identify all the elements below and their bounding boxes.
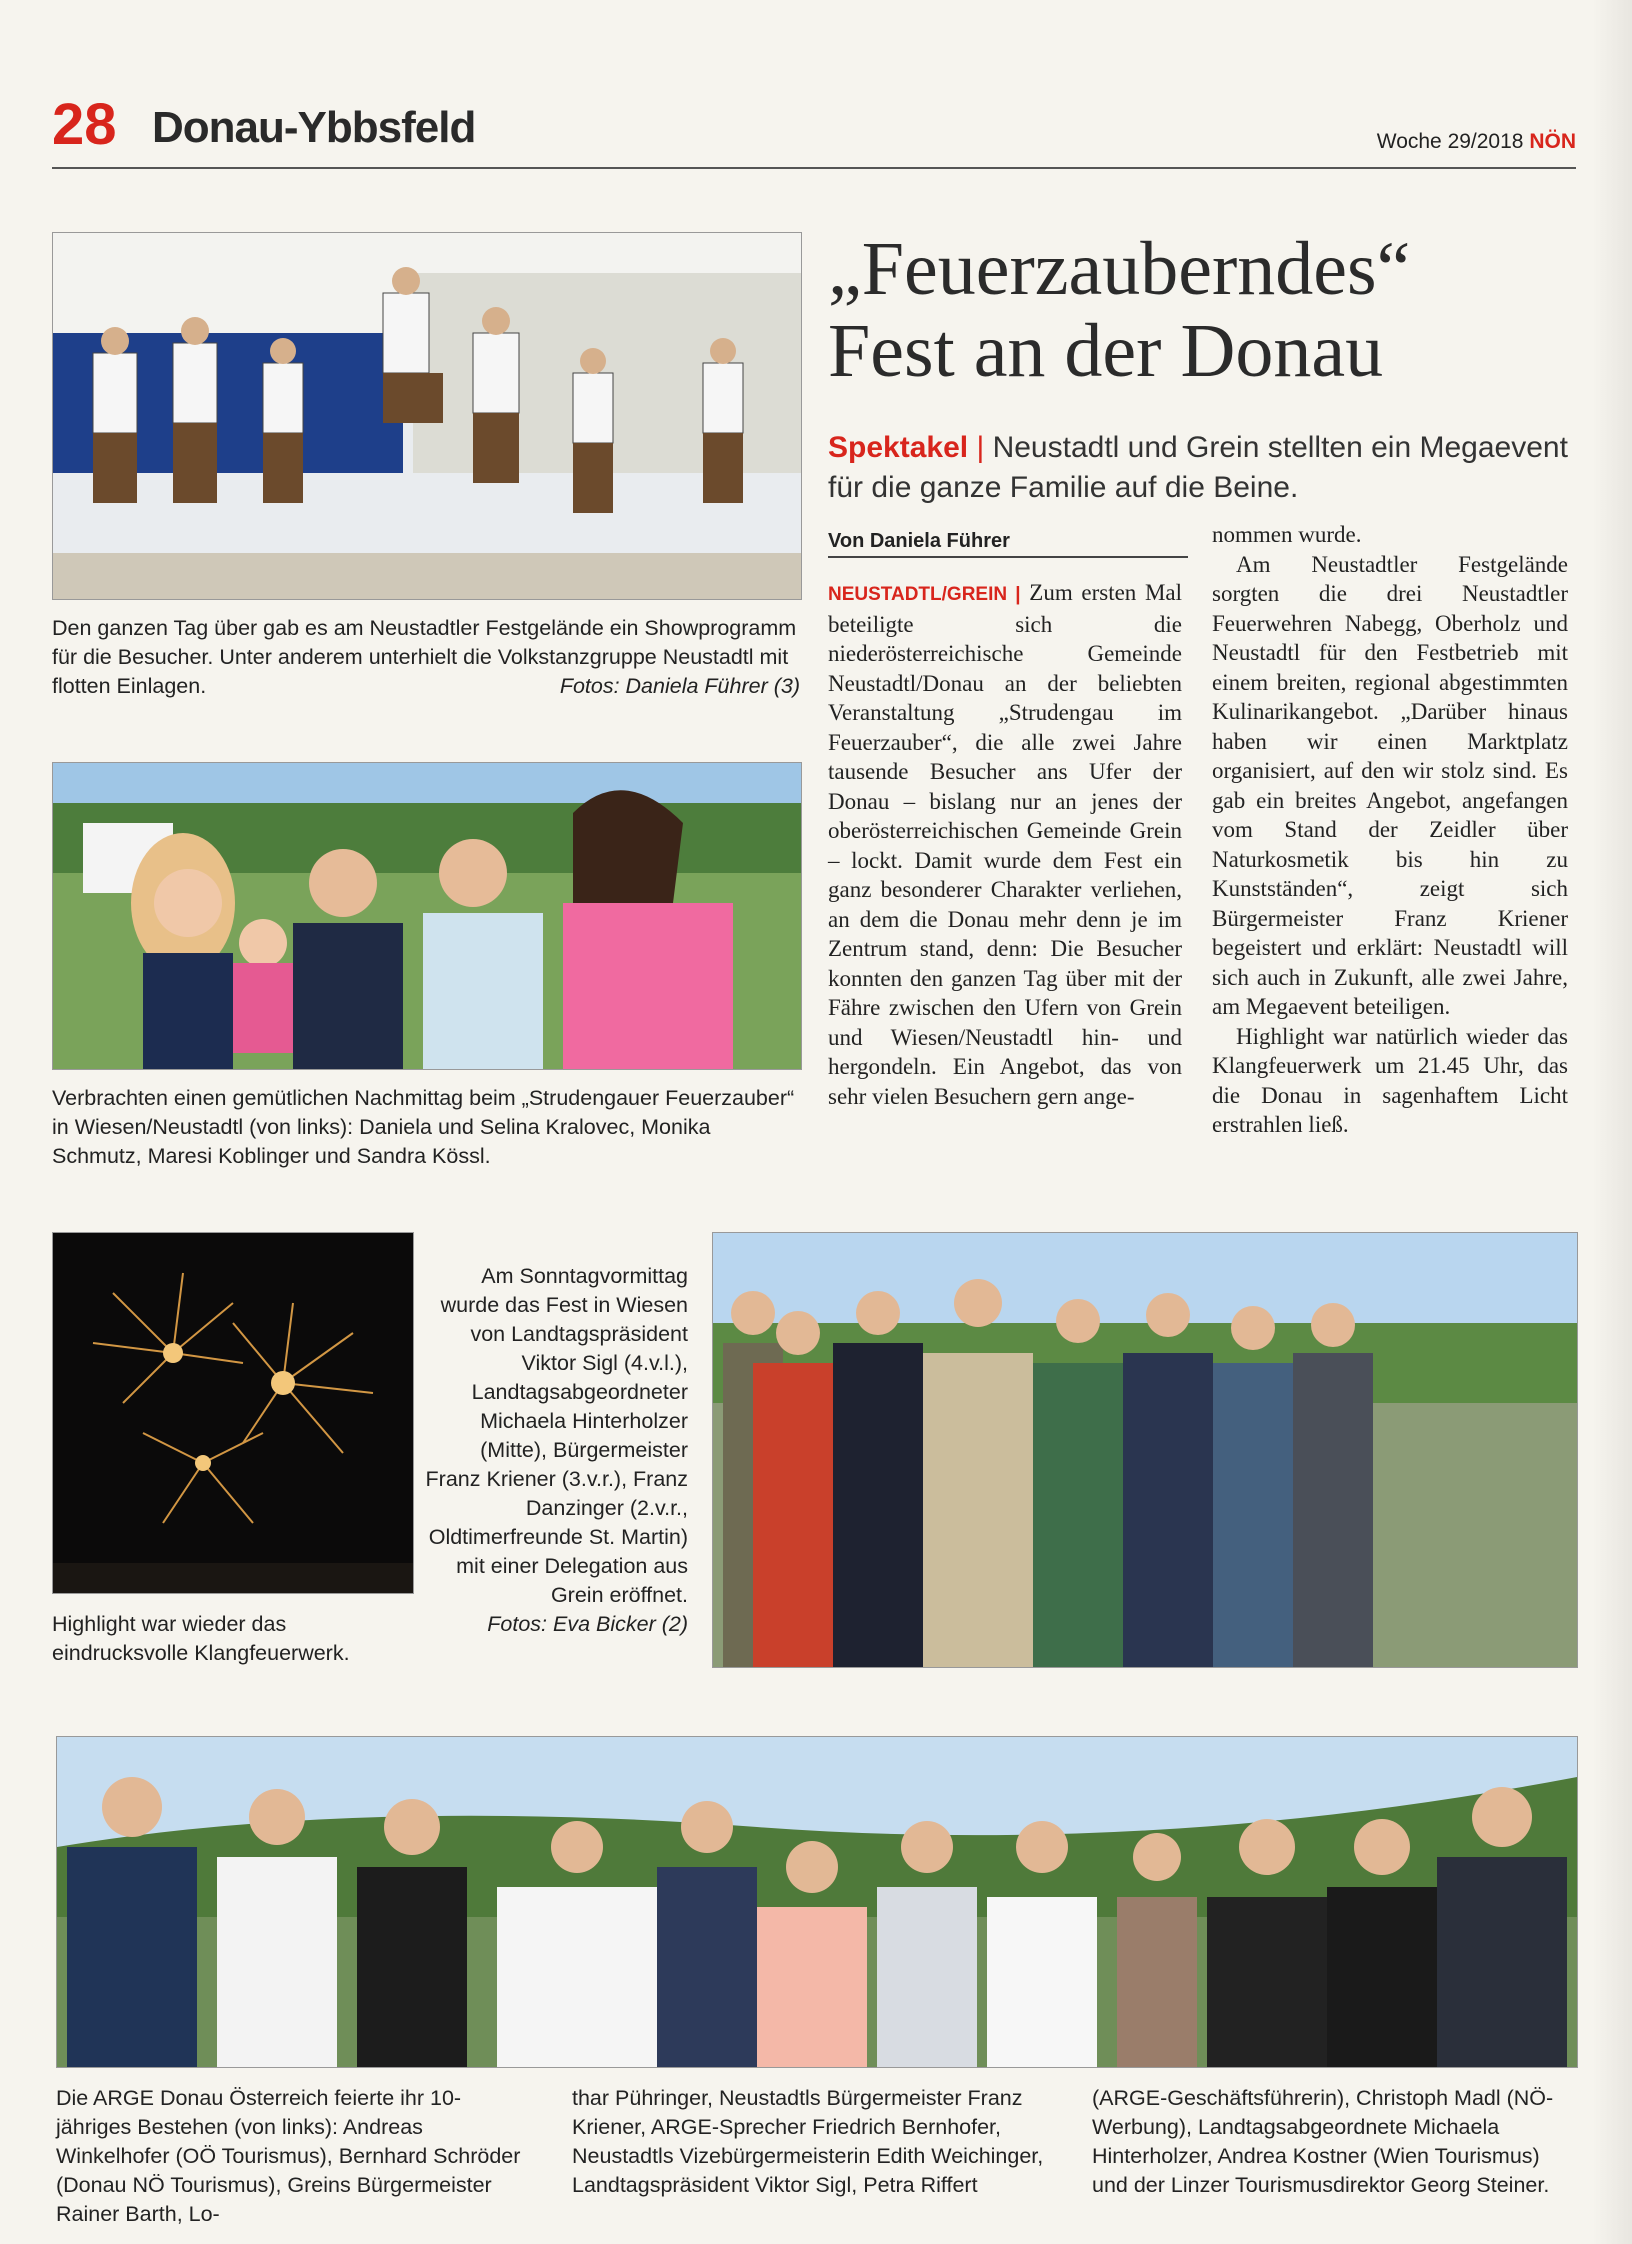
photo-fireworks [52, 1232, 414, 1594]
column-2-paragraph-1: nommen wurde. [1212, 522, 1362, 547]
article-subhead [828, 428, 1588, 508]
byline-rule [828, 556, 1188, 558]
caption-text: Am Sonntagvormittag wurde das Fest in Wiesen von Landtagspräsident Viktor Sigl (4.v.l.), Landtagsabgeordneter Michaela Hinterholzer (Mitte), Bürgermeister Franz Kriener (3.v.r.), Franz Danzinger (2.v.r., Oldtimerfreunde St. Martin) mit einer Delegation aus Grein eröffnet. [425, 1264, 688, 1607]
column-2-paragraph-3: Highlight war natürlich wieder das Klangfeuerwerk um 21.45 Uhr, das die Donau in sagenhaftem Licht erstrahlen ließ. [1212, 1023, 1568, 1137]
subhead-text: Neustadtl und Grein stellten ein Megaevent für die ganze Familie auf die Beine. [828, 431, 1568, 504]
dateline: NEUSTADTL/GREIN | [828, 584, 1021, 605]
header-rule [52, 167, 1576, 169]
kicker: Spektakel [828, 431, 969, 464]
photo-credit: Fotos: Eva Bicker (2) [487, 1612, 688, 1636]
caption-arge-col-3: (ARGE-Geschäftsführerin), Christoph Madl (NÖ-Werbung), Landtagsabgeordnete Michaela Hinterholzer, Andrea Kostner (Wien Tourismus) und der Linzer Tourismusdirektor Georg Steiner. [1092, 2086, 1554, 2197]
issue-week: Woche 29/2018 [1376, 130, 1524, 153]
article-column-1 [828, 578, 1182, 1111]
caption-arge-col-2: thar Pühringer, Neustadtls Bürgermeister Franz Kriener, ARGE-Sprecher Friedrich Bernhofer, Neustadtls Vizebürgermeisterin Edith Weichinger, Landtagspräsident Viktor Sigl, Petra Riffert [572, 2086, 1044, 2197]
column-1-text: Zum ersten Mal beteiligte sich die niederösterreichische Gemeinde Neustadtl/Donau an der beliebten Veranstaltung „Strudengau im Feuerzauber“, die alle zwei Jahre tausende Besucher ans Ufer der Donau – bislang nur an jenes der oberösterreichischen Gemeinde Grein – lockt. Damit wurde dem Fest ein ganz besonderer Charakter verliehen, an dem die Donau mehr denn je im Zentrum stand, denn: Die Besucher konnten den ganzen Tag über mit der Fähre zwischen den Ufern von Grein und Wiesen/Neustadtl hin- und hergondeln. Ein Angebot, das von sehr vielen Besuchern gern ange- [828, 580, 1183, 1109]
article-headline [828, 228, 1588, 392]
caption-photo-opening [424, 1262, 688, 1639]
caption-photo-dancers [52, 614, 800, 701]
photo-arge-donau-group [56, 1736, 1578, 2068]
column-2-paragraph-2: Am Neustadtler Festgelände sorgten die drei Neustadtler Feuerwehren Nabegg, Oberholz und Neustadtl für den Festbetrieb mit einem breiten, regional abgestimmten Kulinarikangebot. „Darüber hinaus haben wir einen Marktplatz organisiert, auf den wir stolz sind. Es gab ein breites Angebot, angefangen vom Stand der Zeidler über Naturkosmetik bis hin zu Kunstständen“, zeigt sich Bürgermeister Franz Kriener begeistert und erklärt: Neustadtl will sich auch in Zukunft, alle zwei Jahre, am Megaevent beteiligen. [1212, 551, 1568, 1019]
photo-folk-dancers [52, 232, 802, 600]
brand-logo: NÖN [1529, 130, 1576, 153]
caption-arge-col-1: Die ARGE Donau Österreich feierte ihr 10-jähriges Bestehen (von links): Andreas Winkelhofer (OÖ Tourismus), Bernhard Schröder (Donau NÖ Tourismus), Greins Bürgermeister Rainer Barth, Lo- [56, 2086, 521, 2226]
caption-text: Den ganzen Tag über gab es am Neustadtler Festgelände ein Showprogramm für die Besucher. Unter anderem unterhielt die Volkstanzgruppe Neustadtl mit flotten Einlagen. [52, 616, 797, 698]
kicker-separator: | [976, 431, 985, 464]
photo-credit: Fotos: Daniela Führer (3) [559, 674, 800, 698]
photo-opening-delegation [712, 1232, 1578, 1668]
page-edge [1592, 0, 1632, 2244]
section-title: Donau-Ybbsfeld [152, 103, 476, 152]
caption-photo-fireworks: Highlight war wieder das eindrucksvolle Klangfeuerwerk. [52, 1612, 350, 1665]
issue-info [1377, 130, 1576, 154]
headline-line-1: „Feuerzauberndes“ [828, 227, 1411, 311]
byline: Von Daniela Führer [828, 530, 1010, 552]
page-number: 28 [52, 92, 117, 157]
caption-photo-visitors: Verbrachten einen gemütlichen Nachmittag beim „Strudengauer Feuerzauber“ in Wiesen/Neustadtl (von links): Daniela und Selina Kralovec, Monika Schmutz, Maresi Koblinger und Sandra Kössl. [52, 1086, 795, 1168]
article-column-2 [1212, 520, 1568, 1140]
headline-line-2: Fest an der Donau [828, 309, 1384, 393]
photo-visitors-group [52, 762, 802, 1070]
